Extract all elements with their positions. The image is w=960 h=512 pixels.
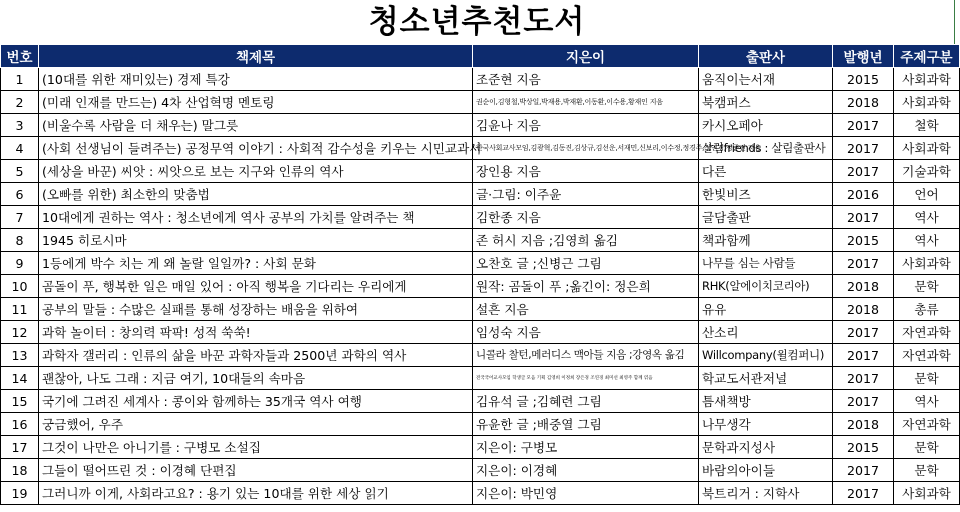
cell-no[interactable]: 16 [1, 413, 39, 436]
cell-subject[interactable]: 역사 [894, 390, 960, 413]
cell-publisher[interactable]: 북트리거 : 지학사 [699, 482, 833, 505]
cell-year[interactable]: 2017 [833, 206, 894, 229]
cell-title[interactable]: (10대를 위한 재미있는) 경제 특강 [39, 68, 473, 91]
cell-author[interactable]: 오찬호 글 ;신병근 그림 [473, 252, 699, 275]
cell-author[interactable]: 유윤한 글 ;배중열 그림 [473, 413, 699, 436]
cell-no[interactable]: 5 [1, 160, 39, 183]
cell-author[interactable]: 김한종 지음 [473, 206, 699, 229]
cell-no[interactable]: 9 [1, 252, 39, 275]
header-row [1, 45, 960, 68]
cell-author[interactable]: 원작: 곰돌이 푸 ;옮긴이: 정은희 [473, 275, 699, 298]
cell-author[interactable]: 김윤나 지음 [473, 114, 699, 137]
cell-no[interactable]: 18 [1, 459, 39, 482]
cell-year[interactable]: 2017 [833, 390, 894, 413]
cell-year[interactable]: 2017 [833, 160, 894, 183]
title-row [0, 0, 955, 44]
table-row [1, 275, 960, 298]
cell-publisher[interactable]: 산소리 [699, 321, 833, 344]
cell-subject[interactable]: 문학 [894, 275, 960, 298]
table-row [1, 206, 960, 229]
cell-subject[interactable]: 사회과학 [894, 68, 960, 91]
header-publisher[interactable]: 출판사 [699, 45, 833, 68]
cell-subject[interactable]: 사회과학 [894, 137, 960, 160]
cell-no[interactable]: 4 [1, 137, 39, 160]
cell-title[interactable]: 1945 히로시마 [39, 229, 473, 252]
cell-title[interactable]: 10대에게 권하는 역사 : 청소년에게 역사 공부의 가치를 알려주는 책 [39, 206, 473, 229]
cell-title[interactable]: 괜찮아, 나도 그래 : 지금 여기, 10대들의 속마음 [39, 367, 473, 390]
cell-no[interactable]: 13 [1, 344, 39, 367]
table-row [1, 436, 960, 459]
cell-subject[interactable]: 철학 [894, 114, 960, 137]
table-row [1, 321, 960, 344]
table-row [1, 298, 960, 321]
cell-publisher[interactable]: 학교도서관저널 [699, 367, 833, 390]
cell-subject[interactable]: 자연과학 [894, 413, 960, 436]
cell-title[interactable]: (사회 선생님이 들려주는) 공정무역 이야기 : 사회적 감수성을 키우는 시민교과서 [39, 137, 473, 160]
cell-publisher[interactable]: 카시오페아 [699, 114, 833, 137]
cell-subject[interactable]: 자연과학 [894, 344, 960, 367]
table-row [1, 390, 960, 413]
cell-publisher[interactable]: 다른 [699, 160, 833, 183]
cell-publisher[interactable]: RHK(알에이치코리아) [699, 275, 833, 298]
cell-year[interactable]: 2015 [833, 436, 894, 459]
cell-no[interactable]: 10 [1, 275, 39, 298]
cell-subject[interactable]: 문학 [894, 367, 960, 390]
cell-year[interactable]: 2018 [833, 275, 894, 298]
table-row [1, 68, 960, 91]
cell-author[interactable]: 존 허시 지음 ;김영희 옮김 [473, 229, 699, 252]
cell-year[interactable]: 2017 [833, 252, 894, 275]
table-row [1, 459, 960, 482]
cell-author[interactable]: 김유석 글 ;김혜련 그림 [473, 390, 699, 413]
cell-author[interactable]: 지은이: 이경혜 [473, 459, 699, 482]
cell-subject[interactable]: 자연과학 [894, 321, 960, 344]
cell-title[interactable]: 1등에게 박수 치는 게 왜 놀랄 일일까? : 사회 문화 [39, 252, 473, 275]
cell-publisher[interactable]: 살림friends : 살림출판사 [699, 137, 833, 160]
cell-title[interactable]: 그것이 나만은 아니기를 : 구병모 소설집 [39, 436, 473, 459]
cell-title[interactable]: (비울수록 사람을 더 채우는) 말그릇 [39, 114, 473, 137]
header-author[interactable]: 지은이 [473, 45, 699, 68]
cell-author[interactable]: 조준현 지음 [473, 68, 699, 91]
cell-year[interactable]: 2017 [833, 114, 894, 137]
table-row [1, 160, 960, 183]
cell-title[interactable]: (오빠를 위한) 최소한의 맞춤법 [39, 183, 473, 206]
cell-no[interactable]: 19 [1, 482, 39, 505]
cell-author[interactable]: 장인용 지음 [473, 160, 699, 183]
cell-no[interactable]: 11 [1, 298, 39, 321]
cell-year[interactable]: 2015 [833, 68, 894, 91]
table-row [1, 91, 960, 114]
book-table [0, 44, 960, 505]
cell-no[interactable]: 2 [1, 91, 39, 114]
cell-subject[interactable]: 역사 [894, 206, 960, 229]
cell-title[interactable]: (미래 인재를 만드는) 4차 산업혁명 멘토링 [39, 91, 473, 114]
cell-subject[interactable]: 문학 [894, 459, 960, 482]
cell-publisher[interactable]: 북캠퍼스 [699, 91, 833, 114]
cell-subject[interactable]: 언어 [894, 183, 960, 206]
cell-publisher[interactable]: 유유 [699, 298, 833, 321]
cell-author[interactable]: 글·그림: 이주윤 [473, 183, 699, 206]
cell-year[interactable]: 2017 [833, 367, 894, 390]
header-year[interactable]: 발행년 [833, 45, 894, 68]
cell-publisher[interactable]: 문학과지성사 [699, 436, 833, 459]
cell-subject[interactable]: 사회과학 [894, 252, 960, 275]
cell-subject[interactable]: 역사 [894, 229, 960, 252]
cell-publisher[interactable]: Willcompany(윌컴퍼니) [699, 344, 833, 367]
cell-title[interactable]: 궁금했어, 우주 [39, 413, 473, 436]
cell-subject[interactable]: 기술과학 [894, 160, 960, 183]
header-no[interactable]: 번호 [1, 45, 39, 68]
cell-no[interactable]: 3 [1, 114, 39, 137]
cell-year[interactable]: 2015 [833, 229, 894, 252]
cell-year[interactable]: 2018 [833, 413, 894, 436]
cell-title[interactable]: (세상을 바꾼) 씨앗 : 씨앗으로 보는 지구와 인류의 역사 [39, 160, 473, 183]
table-row [1, 413, 960, 436]
cell-author[interactable]: 지은이: 구병모 [473, 436, 699, 459]
cell-publisher[interactable]: 틈새책방 [699, 390, 833, 413]
cell-publisher[interactable]: 바람의아이들 [699, 459, 833, 482]
cell-subject[interactable]: 총류 [894, 298, 960, 321]
cell-author[interactable]: 전국국어교사모임 학생글 모음 기획 김영희 이정희 장은경 조연경 최미선 최영주 함께 엮음 [473, 367, 699, 390]
cell-no[interactable]: 15 [1, 390, 39, 413]
cell-publisher[interactable]: 나무를 심는 사람들 [699, 252, 833, 275]
table-row [1, 252, 960, 275]
cell-publisher[interactable]: 나무생각 [699, 413, 833, 436]
cell-year[interactable]: 2016 [833, 183, 894, 206]
cell-no[interactable]: 14 [1, 367, 39, 390]
cell-no[interactable]: 17 [1, 436, 39, 459]
table-row [1, 367, 960, 390]
cell-subject[interactable]: 사회과학 [894, 91, 960, 114]
cell-no[interactable]: 8 [1, 229, 39, 252]
cell-publisher[interactable]: 한빛비즈 [699, 183, 833, 206]
header-subject[interactable]: 주제구분 [894, 45, 960, 68]
cell-year[interactable]: 2017 [833, 321, 894, 344]
cell-no[interactable]: 12 [1, 321, 39, 344]
cell-year[interactable]: 2017 [833, 137, 894, 160]
cell-title[interactable]: 그들이 떨어뜨린 것 : 이경혜 단편집 [39, 459, 473, 482]
cell-title[interactable]: 국기에 그려진 세계사 : 콩이와 함께하는 35개국 역사 여행 [39, 390, 473, 413]
table-row [1, 183, 960, 206]
cell-author[interactable]: 니콜라 찰턴,메러디스 맥아들 지음 ;강영옥 옮김 [473, 344, 699, 367]
cell-year[interactable]: 2017 [833, 482, 894, 505]
cell-title[interactable]: 곰돌이 푸, 행복한 일은 매일 있어 : 아직 행복을 기다리는 우리에게 [39, 275, 473, 298]
cell-year[interactable]: 2017 [833, 344, 894, 367]
cell-title[interactable]: 과학자 갤러리 : 인류의 삶을 바꾼 과학자들과 2500년 과학의 역사 [39, 344, 473, 367]
table-row [1, 137, 960, 160]
table-row [1, 344, 960, 367]
cell-no[interactable]: 7 [1, 206, 39, 229]
cell-title[interactable]: 과학 놀이터 : 창의력 팍팍! 성적 쑥쑥! [39, 321, 473, 344]
cell-author[interactable]: 한국사회교사모임,김광혁,김동진,김상규,김선운,서재민,신보리,이수정,정경주,정연경,정준진 지음 [473, 137, 699, 160]
table-row [1, 114, 960, 137]
table-row [1, 229, 960, 252]
cell-subject[interactable]: 문학 [894, 436, 960, 459]
header-title[interactable]: 책제목 [39, 45, 473, 68]
cell-author[interactable]: 권순이,김형철,박상일,박재용,박재환,이동환,이수용,황재인 지음 [473, 91, 699, 114]
cell-author[interactable]: 지은이: 박민영 [473, 482, 699, 505]
cell-author[interactable]: 임성숙 지음 [473, 321, 699, 344]
table-row [1, 482, 960, 505]
cell-publisher[interactable]: 움직이는서재 [699, 68, 833, 91]
cell-no[interactable]: 1 [1, 68, 39, 91]
cell-subject[interactable]: 사회과학 [894, 482, 960, 505]
cell-publisher[interactable]: 책과함께 [699, 229, 833, 252]
cell-title[interactable]: 그러니까 이게, 사회라고요? : 용기 있는 10대를 위한 세상 읽기 [39, 482, 473, 505]
cell-year[interactable]: 2018 [833, 91, 894, 114]
cell-year[interactable]: 2018 [833, 298, 894, 321]
cell-title[interactable]: 공부의 말들 : 수많은 실패를 통해 성장하는 배움을 위하여 [39, 298, 473, 321]
cell-author[interactable]: 설흔 지음 [473, 298, 699, 321]
cell-publisher[interactable]: 글담출판 [699, 206, 833, 229]
cell-year[interactable]: 2017 [833, 459, 894, 482]
page-title: 청소년추천도서 [368, 4, 586, 40]
cell-no[interactable]: 6 [1, 183, 39, 206]
